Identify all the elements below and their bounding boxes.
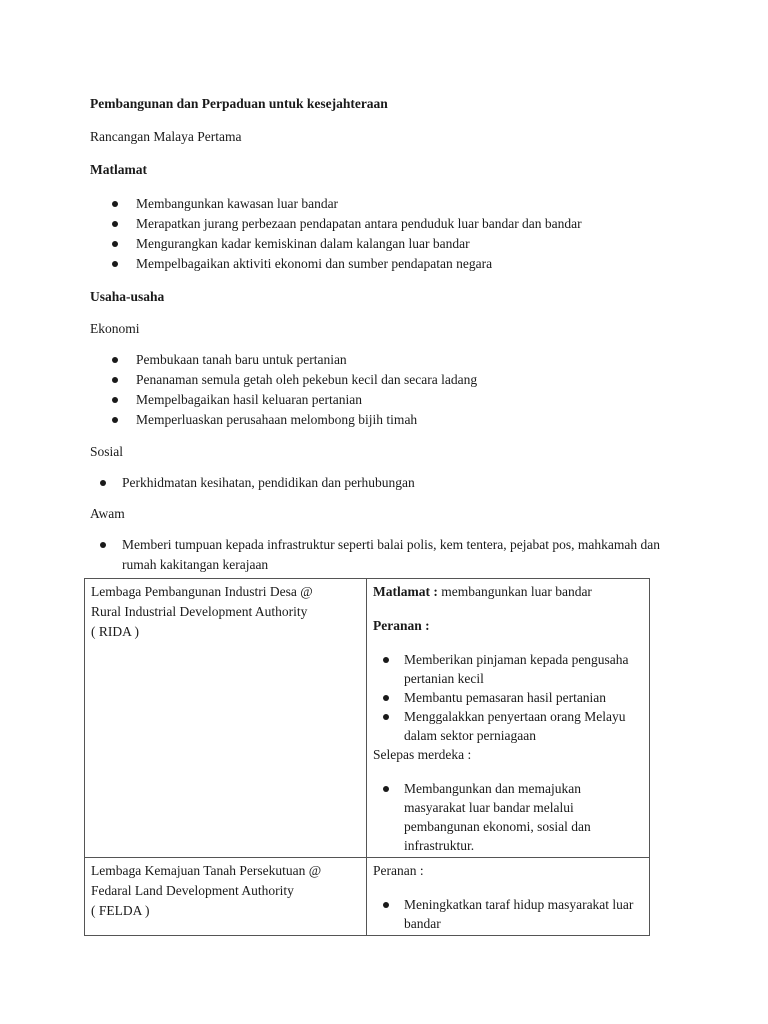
ekonomi-list — [90, 350, 477, 430]
list-item: Meningkatkan taraf hidup masyarakat luar bandar — [373, 895, 643, 933]
table-cell-details — [367, 579, 650, 858]
matlamat-line — [373, 582, 643, 602]
selepas-merdeka-label: Selepas merdeka : — [373, 747, 472, 762]
agency-abbr: ( RIDA ) — [91, 624, 139, 639]
awam-label: Awam — [90, 506, 125, 521]
agency-name-line: Rural Industrial Development Authority — [91, 604, 308, 619]
sosial-label: Sosial — [90, 444, 124, 459]
ekonomi-label: Ekonomi — [90, 321, 140, 336]
list-item: Menggalakkan penyertaan orang Melayu dalam sektor perniagaan — [373, 707, 643, 745]
list-item: Mengurangkan kadar kemiskinan dalam kalangan luar bandar — [90, 234, 582, 254]
list-item: Membangunkan kawasan luar bandar — [90, 194, 582, 214]
list-item: Membangunkan dan memajukan masyarakat luar bandar melalui pembangunan ekonomi, sosial dan infrastruktur. — [373, 779, 643, 855]
list-item: Memberikan pinjaman kepada pengusaha pertanian kecil — [373, 650, 643, 688]
list-item: Memperluaskan perusahaan melombong bijih timah — [90, 410, 477, 430]
matlamat-heading: Matlamat — [90, 162, 147, 177]
peranan-list — [373, 650, 643, 745]
list-item: Mempelbagaikan aktiviti ekonomi dan sumber pendapatan negara — [90, 254, 582, 274]
agency-name-line: Lembaga Kemajuan Tanah Persekutuan @ — [91, 863, 322, 878]
peranan-list — [373, 895, 643, 933]
list-item: Perkhidmatan kesihatan, pendidikan dan perhubungan — [90, 473, 415, 493]
document-title: Pembangunan dan Perpaduan untuk kesejahteraan — [90, 96, 388, 111]
matlamat-list — [90, 194, 582, 274]
table-row — [85, 579, 650, 858]
plan-name: Rancangan Malaya Pertama — [90, 129, 242, 144]
usaha-heading: Usaha-usaha — [90, 289, 165, 304]
list-item: Mempelbagaikan hasil keluaran pertanian — [90, 390, 477, 410]
agency-abbr: ( FELDA ) — [91, 903, 150, 918]
peranan-label: Peranan : — [373, 863, 424, 878]
agency-name-line: Lembaga Pembangunan Industri Desa @ — [91, 584, 313, 599]
agency-name-line: Fedaral Land Development Authority — [91, 883, 294, 898]
agency-table — [84, 578, 650, 936]
selepas-merdeka-list — [373, 779, 643, 855]
sosial-list — [90, 473, 415, 493]
awam-list — [90, 535, 662, 575]
table-cell-details — [367, 858, 650, 936]
list-item: Merapatkan jurang perbezaan pendapatan antara penduduk luar bandar dan bandar — [90, 214, 582, 234]
table-cell-agency — [85, 858, 367, 936]
list-item: Penanaman semula getah oleh pekebun kecil dan secara ladang — [90, 370, 477, 390]
list-item: Pembukaan tanah baru untuk pertanian — [90, 350, 477, 370]
matlamat-label: Matlamat : — [373, 584, 438, 599]
table-row — [85, 858, 650, 936]
list-item: Membantu pemasaran hasil pertanian — [373, 688, 643, 707]
peranan-label: Peranan : — [373, 618, 430, 633]
matlamat-text: membangunkan luar bandar — [437, 584, 592, 599]
list-item: Memberi tumpuan kepada infrastruktur seperti balai polis, kem tentera, pejabat pos, mahkamah dan rumah kakitangan kerajaan — [90, 535, 662, 575]
table-cell-agency — [85, 579, 367, 858]
